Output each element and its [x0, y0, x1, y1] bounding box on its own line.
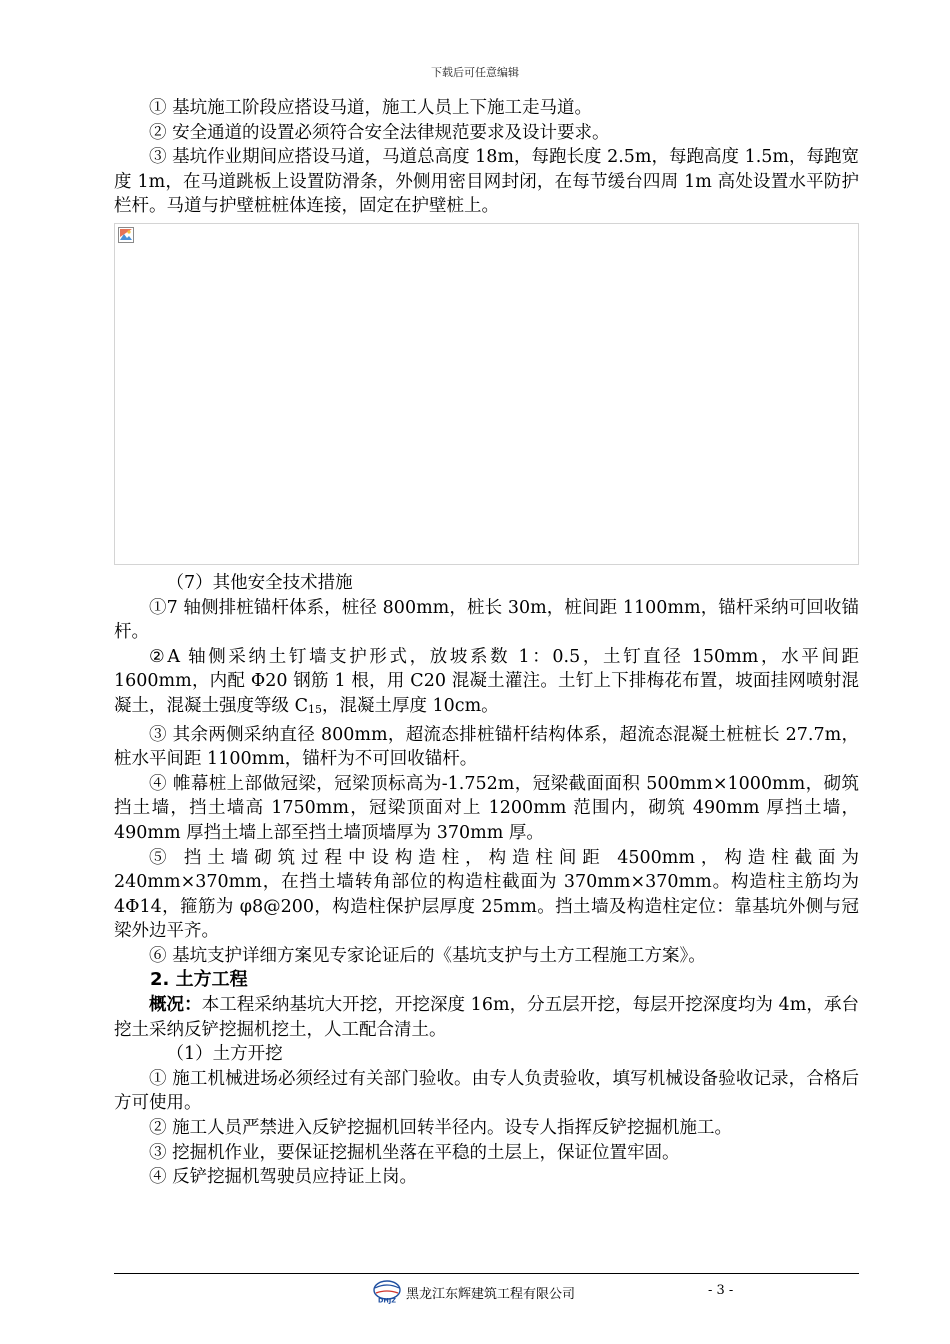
paragraph-runway-2: ② 安全通道的设置必须符合安全法律规范要求及设计要求。 [149, 122, 610, 143]
section7-item-2-text: ②A 轴侧采纳土钉墙支护形式，放坡系数 1：0.5，土钉直径 150mm，水平间距 1600mm，内配 Φ20 钢筋 1 根，用 C20 混凝土灌注。土钉上下排梅花布置，坡面挂网喷射混凝土，混凝土强度等级 [114, 646, 859, 716]
broken-image-icon [118, 227, 134, 243]
document-body [114, 96, 859, 1190]
section2-item-3: ③ 挖掘机作业，要保证挖掘机坐落在平稳的土层上，保证位置牢固。 [149, 1142, 680, 1163]
section7-item-6: ⑥ 基坑支护详细方案见专家论证后的《基坑支护与土方工程施工方案》。 [149, 945, 706, 966]
footer-company-name: 黑龙江东辉建筑工程有限公司 [406, 1287, 576, 1302]
overview-text: 本工程采纳基坑大开挖，开挖深度 16m，分五层开挖，每层开挖深度均为 4m，承台挖土采纳反铲挖掘机挖土，人工配合清土。 [114, 995, 860, 1040]
section7-item-3: ③ 其余两侧采纳直径 800mm，超流态排桩锚杆结构体系，超流态混凝土桩桩长 27.7m，桩水平间距 1100mm，锚杆为不可回收锚杆。 [114, 724, 859, 770]
section2-heading: 2. 土方工程 [150, 969, 248, 991]
footer-page-number: - 3 - [708, 1283, 734, 1298]
page-header: 下载后可任意编辑 [431, 66, 519, 79]
section2-overview [114, 993, 859, 1042]
concrete-grade: C [294, 695, 308, 716]
section7-item-2-tail: ，混凝土厚度 10cm。 [321, 695, 499, 716]
paragraph-runway-3: ③ 基坑作业期间应搭设马道，马道总高度 18m，每跑长度 2.5m，每跑高度 1.5m，每跑宽度 1m，在马道跳板上设置防滑条，外侧用密目网封闭，在每节缓台四周 1m 高处设置水平防护栏杆。马道与护壁桩桩体连接，固定在护壁桩上。 [114, 147, 859, 217]
page-footer [0, 1280, 950, 1304]
logo-lettering: DHJZ [378, 1296, 396, 1304]
section7-item-5: ⑤ 挡土墙砌筑过程中设构造柱，构造柱间距 4500mm，构造柱截面为 240mm×370mm，在挡土墙转角部位的构造柱截面为 370mm×370mm。构造柱主筋均为 4Φ14，箍筋为 φ8@200，构造柱保护层厚度 25mm。挡土墙及构造柱定位：靠基坑外侧与冠梁外边平齐。 [114, 847, 859, 942]
section7-item-2 [114, 645, 859, 723]
section7-item-4: ④ 帷幕桩上部做冠梁，冠梁顶标高为-1.752m，冠梁截面面积 500mm×1000mm，砌筑挡土墙，挡土墙高 1750mm，冠梁顶面对上 1200mm 范围内，砌筑 490mm 厚挡土墙，490mm 厚挡土墙上部至挡土墙顶墙厚为 370mm 厚。 [114, 773, 859, 843]
section2-item-1: ① 施工机械进场必须经过有关部门验收。由专人负责验收，填写机械设备验收记录，合格后方可使用。 [114, 1068, 859, 1114]
section2-sub1-title: （1）土方开挖 [166, 1044, 283, 1065]
overview-lead: 概况： [149, 995, 202, 1016]
embedded-image-placeholder [114, 223, 859, 565]
company-logo-icon [372, 1280, 402, 1304]
section2-item-4: ④ 反铲挖掘机驾驶员应持证上岗。 [149, 1167, 418, 1188]
paragraph-runway-1: ① 基坑施工阶段应搭设马道，施工人员上下施工走马道。 [149, 98, 593, 118]
section7-title: （7）其他安全技术措施 [166, 572, 353, 593]
section7-item-1: ①7 轴侧排桩锚杆体系，桩径 800mm，桩长 30m，桩间距 1100mm，锚杆采纳可回收锚杆。 [114, 597, 859, 643]
footer-divider [114, 1273, 859, 1274]
concrete-grade-subscript: 15 [307, 702, 322, 716]
section2-item-2: ② 施工人员严禁进入反铲挖掘机回转半径内。设专人指挥反铲挖掘机施工。 [149, 1118, 733, 1139]
